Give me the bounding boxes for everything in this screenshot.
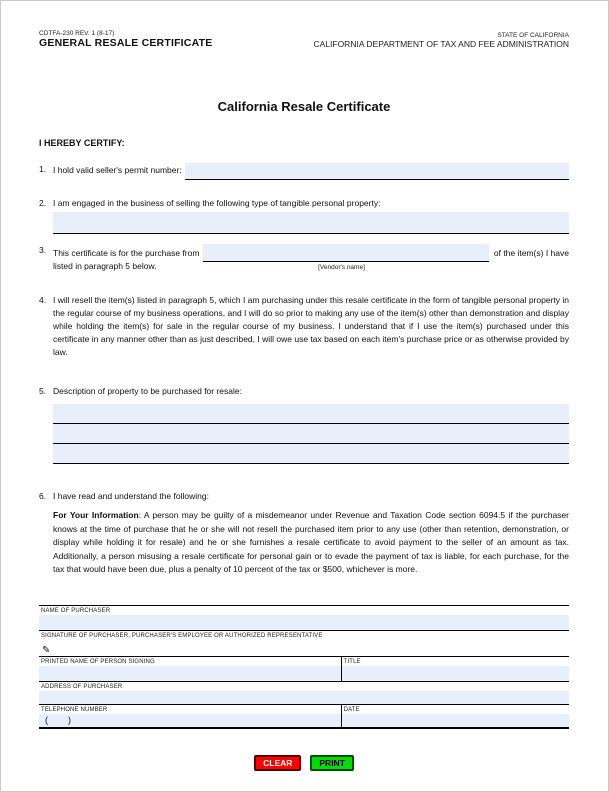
item-5-label: Description of property to be purchased for resale:: [53, 386, 242, 396]
action-buttons: [39, 755, 569, 771]
signature-row: [39, 631, 569, 657]
print-button[interactable]: PRINT: [310, 755, 354, 771]
date-label: DATE: [342, 705, 569, 714]
signature-pen-icon: ✎︎: [42, 644, 51, 656]
address-field[interactable]: [39, 691, 569, 704]
item-5-number: 5.: [39, 386, 47, 396]
title-field[interactable]: [342, 666, 569, 681]
signature-label: SIGNATURE OF PURCHASER, PURCHASER'S EMPLOYEE OR AUTHORIZED REPRESENTATIVE: [39, 631, 569, 640]
title-label: TITLE: [342, 657, 569, 666]
item-4-number: 4.: [39, 295, 47, 305]
item-4: [39, 294, 569, 359]
form-name: GENERAL RESALE CERTIFICATE: [39, 37, 213, 49]
item-1-label: I hold valid seller's permit number:: [53, 165, 182, 175]
state-label: STATE OF CALIFORNIA: [497, 32, 569, 39]
signature-table: [39, 605, 569, 729]
sellers-permit-number-field[interactable]: [185, 163, 569, 180]
printed-name-field[interactable]: [39, 666, 341, 681]
name-of-purchaser-label: NAME OF PURCHASER: [39, 606, 569, 615]
item-3-text-before: This certificate is for the purchase from: [53, 248, 200, 258]
printed-name-label: PRINTED NAME OF PERSON SIGNING: [39, 657, 341, 666]
clear-button[interactable]: CLEAR: [254, 755, 301, 771]
printed-name-title-row: [39, 657, 569, 682]
date-field[interactable]: [342, 714, 569, 727]
for-your-information-lead: For Your Information: [53, 510, 139, 520]
item-1-number: 1.: [39, 164, 47, 174]
phone-date-row: [39, 705, 569, 727]
name-of-purchaser-row: [39, 606, 569, 631]
item-1: [39, 163, 569, 177]
certify-heading: I HEREBY CERTIFY:: [39, 138, 125, 148]
item-3-text-line2: listed in paragraph 5 below.: [53, 261, 157, 271]
item-3-text-after: of the item(s) I have: [493, 248, 569, 258]
page-title: California Resale Certificate: [217, 99, 391, 114]
item-3: [39, 244, 569, 273]
property-type-field[interactable]: [53, 212, 569, 234]
item-4-text: I will resell the item(s) listed in paragraph 5, which I am purchasing under this resale certificate in the form of tangible personal property in the regular course of my business operations, and I will do so prior to making any use of the item(s) other than demonstration and display while holding the item(s) for sale in the regular course of my business. I understand that if I use the item(s) purchased under this certificate in any manner other than as just described, I will owe use tax based on each item's purchase price or as otherwise provided by law.: [53, 295, 569, 357]
item-6: [39, 490, 569, 577]
item-2-number: 2.: [39, 198, 47, 208]
item-2-label: I am engaged in the business of selling the following type of tangible personal property:: [53, 198, 381, 208]
item-6-label: I have read and understand the following:: [53, 491, 209, 501]
description-line-3-field[interactable]: [53, 444, 569, 464]
form-number: CDTFA-230 REV. 1 (8-17): [39, 30, 115, 37]
vendor-name-caption: [Vendor's name]: [318, 264, 365, 271]
signature-field[interactable]: [39, 640, 569, 656]
telephone-field[interactable]: ( ): [39, 714, 341, 727]
address-label: ADDRESS OF PURCHASER: [39, 682, 569, 691]
name-of-purchaser-field[interactable]: [39, 615, 569, 630]
item-5: [39, 385, 569, 464]
item-6-number: 6.: [39, 491, 47, 501]
item-3-number: 3.: [39, 245, 47, 255]
description-line-2-field[interactable]: [53, 424, 569, 444]
description-line-1-field[interactable]: [53, 404, 569, 424]
form-header: [39, 30, 569, 49]
address-row: [39, 682, 569, 705]
for-your-information-text: For Your Information: A person may be guilty of a misdemeanor under Revenue and Taxation Code section 6094.5 if the purchaser knows at the time of purchase that he or she will not resell the purchased item prior to any use (other than retention, demonstration, or display while holding it for resale) and he or she furnishes a resale certificate to avoid payment to the seller of an amount as tax. Additionally, a person misusing a resale certificate for personal gain or to evade the payment of tax is liable, for each purchase, for the tax that would have been due, plus a penalty of 10 percent of the tax or $500, whichever is more.: [53, 510, 569, 574]
telephone-label: TELEPHONE NUMBER: [39, 705, 341, 714]
department-label: CALIFORNIA DEPARTMENT OF TAX AND FEE ADMINISTRATION: [313, 39, 569, 49]
item-2: [39, 197, 569, 234]
